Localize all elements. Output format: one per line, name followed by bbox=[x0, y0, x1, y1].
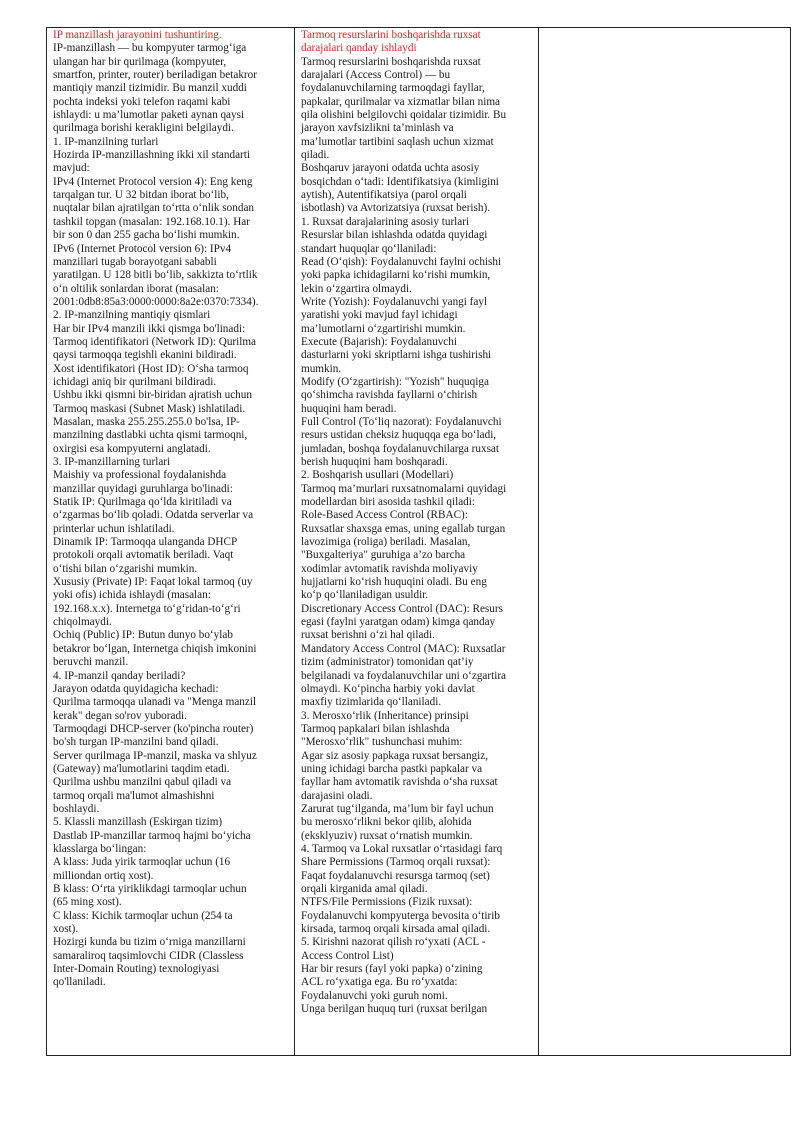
text-line: yoki ofis) ichida ishlaydi (masalan: bbox=[53, 589, 211, 602]
access-control-title-line: darajalari qanday ishlaydi bbox=[301, 42, 417, 55]
text-line: Maishiy va professional foydalanishda bbox=[53, 469, 227, 482]
text-line: Jarayon odatda quyidagicha kechadi: bbox=[53, 682, 219, 695]
text-line: Qurilma tarmoqqa ulanadi va "Menga manzil bbox=[53, 696, 257, 709]
text-line: bo'sh turgan IP-manzilni band qiladi. bbox=[53, 736, 219, 749]
text-line: Access Control List) bbox=[301, 949, 394, 962]
text-line: Foydalanuvchi yoki guruh nomi. bbox=[301, 989, 448, 1002]
text-line: Har bir IPv4 manzili ikki qismga bo'linadi: bbox=[53, 322, 246, 335]
text-line: A klass: Juda yirik tarmoqlar uchun (16 bbox=[53, 856, 231, 869]
text-line: ishlaydi: u ma’lumotlar paketi aynan qaysi bbox=[53, 109, 245, 122]
text-line: bosqichdan o‘tadi: Identifikatsiya (kimligini bbox=[301, 175, 499, 188]
text-line: pochta indeksi yoki telefon raqami kabi bbox=[53, 95, 231, 108]
text-line: tarmoq orqali ma'lumot almashishni bbox=[53, 789, 215, 802]
text-line: lekin o‘zgartira olmaydi. bbox=[301, 282, 412, 295]
text-line: qurilmaga borishi kerakligini belgilaydi. bbox=[53, 122, 234, 135]
text-line: isbotlash) va Avtorizatsiya (ruxsat berish). bbox=[301, 202, 491, 215]
text-line: C klass: Kichik tarmoqlar uchun (254 ta bbox=[53, 909, 233, 922]
ip-addressing-body bbox=[53, 42, 289, 989]
text-line: 4. Tarmoq va Lokal ruxsatlar o‘rtasidagi farq bbox=[301, 842, 503, 855]
access-control-body bbox=[301, 56, 533, 1017]
text-line: chiqolmaydi. bbox=[53, 616, 112, 629]
text-line: maxfiy tizimlarida qo‘llaniladi. bbox=[301, 696, 442, 709]
text-line: oxirgisi esa kompyuterni anglatadi. bbox=[53, 442, 211, 455]
text-line: ichidagi aniq bir qurilmani bildiradi. bbox=[53, 375, 217, 388]
access-control-text bbox=[301, 29, 533, 1016]
text-line: 1. Ruxsat darajalarining asosiy turlari bbox=[301, 215, 470, 228]
text-line: Server qurilmaga IP-manzil, maska va shlyuz bbox=[53, 749, 257, 762]
text-line: papkalar, qurilmalar va xizmatlar bilan nima bbox=[301, 95, 500, 108]
text-line: Xususiy (Private) IP: Faqat lokal tarmoq (uy bbox=[53, 576, 253, 589]
text-line: 3. Merosxo‘rlik (Inheritance) prinsipi bbox=[301, 709, 469, 722]
text-line: bir son 0 dan 255 gacha bo‘lishi mumkin. bbox=[53, 229, 240, 242]
text-line: Unga berilgan huquq turi (ruxsat berilgan bbox=[301, 1003, 488, 1016]
text-line: yaratishi yoki mavjud fayl ichidagi bbox=[301, 309, 458, 322]
text-line: xodimlar avtomatik ravishda moliyaviy bbox=[301, 562, 478, 575]
text-line: ulangan har bir qurilmaga (kompyuter, bbox=[53, 55, 227, 68]
text-line: "Merosxo‘rlik" tushunchasi muhim: bbox=[301, 736, 463, 749]
text-line: lavozimiga (roliga) beriladi. Masalan, bbox=[301, 536, 471, 549]
text-line: nuqtalar bilan ajratilgan to‘rtta o‘nlik sondan bbox=[53, 202, 255, 215]
text-line: Tarmoq identifikatori (Network ID): Qurilma bbox=[53, 335, 257, 348]
text-line: olmaydi. Ko‘pincha harbiy yoki davlat bbox=[301, 682, 475, 695]
text-line: tizim (administrator) tomonidan qat’iy bbox=[301, 656, 474, 669]
document-table bbox=[46, 27, 791, 1056]
text-line: Qurilma ushbu manzilni qabul qiladi va bbox=[53, 776, 232, 789]
text-line: Ushbu ikki qismni bir-biridan ajratish uchun bbox=[53, 389, 252, 402]
text-line: 5. Klassli manzillash (Eskirgan tizim) bbox=[53, 816, 223, 829]
text-line: samaraliroq taqsimlovchi CIDR (Classless bbox=[53, 949, 244, 962]
text-line: 4. IP-manzil qanday beriladi? bbox=[53, 669, 186, 682]
text-line: qila olishini belgilovchi qoidalar tizimidir. Bu bbox=[301, 109, 507, 122]
text-line: Role-Based Access Control (RBAC): bbox=[301, 509, 468, 522]
text-line: Statik IP: Qurilmaga qo‘lda kiritiladi va bbox=[53, 496, 232, 509]
text-line: manzilning dastlabki uchta qismi tarmoqni, bbox=[53, 429, 248, 442]
text-line: 192.168.x.x). Internetga to‘g‘ridan-to‘g‘ri bbox=[53, 602, 241, 615]
text-line: darajalari (Access Control) — bu bbox=[301, 69, 451, 82]
text-line: standart huquqlar qo‘llaniladi: bbox=[301, 242, 437, 255]
access-control-title-line: Tarmoq resurslarini boshqarishda ruxsat bbox=[301, 29, 481, 41]
text-line: Write (Yozish): Foydalanuvchi yangi fayl bbox=[301, 295, 488, 308]
text-line: Dastlab IP-manzillar tarmoq hajmi bo‘yicha bbox=[53, 829, 251, 842]
text-line: qaysi tarmoqqa tegishli ekanini bildiradi. bbox=[53, 349, 237, 362]
text-line: mumkin. bbox=[301, 362, 342, 375]
text-line: Execute (Bajarish): Foydalanuvchi bbox=[301, 335, 457, 348]
text-line: 2. Boshqarish usullari (Modellari) bbox=[301, 469, 454, 482]
text-line: (eksklyuziv) ruxsat o‘rnatish mumkin. bbox=[301, 829, 473, 842]
text-line: 1. IP-manzilning turlari bbox=[53, 135, 159, 148]
text-line: printerlar uchun ishlatiladi. bbox=[53, 522, 175, 535]
text-line: Tarmoq maskasi (Subnet Mask) ishlatiladi. bbox=[53, 402, 246, 415]
ip-addressing-text bbox=[53, 29, 289, 990]
text-line: Ruxsatlar shaxsga emas, uning egallab turgan bbox=[301, 522, 506, 535]
text-line: ma’lumotlarni o‘zgartirishi mumkin. bbox=[301, 322, 466, 335]
text-line: NTFS/File Permissions (Fizik ruxsat): bbox=[301, 896, 473, 909]
text-line: manzillari tugab borayotgani sababli bbox=[53, 255, 217, 268]
text-line: Ochiq (Public) IP: Butun dunyo bo‘ylab bbox=[53, 629, 233, 642]
text-line: Xost identifikatori (Host ID): O‘sha tarmoq bbox=[53, 362, 249, 375]
text-line: o‘zgarmas bo‘lib qoladi. Odatda serverlar va bbox=[53, 509, 254, 522]
text-line: Tarmoqdagi DHCP-server (ko'pincha router) bbox=[53, 722, 254, 735]
text-line: smartfon, printer, router) beriladigan betakror bbox=[53, 69, 257, 82]
text-line: ma’lumotlar tartibini saqlash uchun xizmat bbox=[301, 135, 494, 148]
text-line: qo'llaniladi. bbox=[53, 976, 106, 989]
text-line: yoki papka ichidagilarni ko‘rishi mumkin, bbox=[301, 269, 491, 282]
text-line: modellardan biri asosida tashkil qiladi: bbox=[301, 496, 475, 509]
text-line: hujjatlarni ko‘rish huquqini oladi. Bu eng bbox=[301, 576, 487, 589]
text-line: Boshqaruv jarayoni odatda uchta asosiy bbox=[301, 162, 480, 175]
text-line: kerak" degan so'rov yuboradi. bbox=[53, 709, 187, 722]
text-line: mavjud: bbox=[53, 162, 90, 175]
text-line: berish huquqini ham boshqaradi. bbox=[301, 456, 448, 468]
text-line: Faqat foydalanuvchi resursga tarmoq (set) bbox=[301, 869, 490, 882]
text-line: betakror bo‘lgan, Internetga chiqish imkonini bbox=[53, 642, 257, 655]
text-line: Hozirgi kunda bu tizim o‘rniga manzillarni bbox=[53, 936, 246, 949]
text-line: qiladi. bbox=[301, 149, 330, 162]
text-line: IPv4 (Internet Protocol version 4): Eng keng bbox=[53, 175, 253, 188]
text-line: orqali kirganida amal qiladi. bbox=[301, 883, 428, 895]
text-line: ruxsat berishni o‘zi hal qiladi. bbox=[301, 629, 435, 642]
text-line: resurs ustidan cheksiz huquqqa ega bo‘ladi, bbox=[301, 429, 497, 442]
text-line: klasslarga bo‘lingan: bbox=[53, 842, 147, 855]
table-row bbox=[47, 28, 791, 1056]
text-line: huquqini ham beradi. bbox=[301, 402, 397, 415]
text-line: Inter-Domain Routing) texnologiyasi bbox=[53, 963, 220, 976]
text-line: bu merosxo‘rlikni bekor qilib, alohida bbox=[301, 816, 472, 829]
text-line: 2001:0db8:85a3:0000:0000:8a2e:0370:7334). bbox=[53, 295, 259, 308]
ip-addressing-title: IP manzillash jarayonini tushuntiring. bbox=[53, 29, 222, 41]
text-line: egasi (faylni yaratgan odam) kimga qanday bbox=[301, 616, 496, 629]
text-line: Discretionary Access Control (DAC): Resurs bbox=[301, 602, 503, 615]
text-line: Mandatory Access Control (MAC): Ruxsatlar bbox=[301, 642, 506, 655]
text-line: qo‘shimcha ravishda fayllarni o‘chirish bbox=[301, 389, 478, 402]
text-line: o‘tishi bilan o‘zgarishi mumkin. bbox=[53, 562, 198, 575]
cell-access-control bbox=[295, 28, 539, 1056]
text-line: Har bir resurs (fayl yoki papka) o‘zining bbox=[301, 963, 483, 976]
text-line: Resurslar bilan ishlashda odatda quyidagi bbox=[301, 229, 488, 242]
text-line: Read (O‘qish): Foydalanuvchi faylni ochishi bbox=[301, 255, 502, 268]
text-line: uning ichidagi barcha pastki papkalar va bbox=[301, 762, 483, 775]
text-line: B klass: O‘rta yiriklikdagi tarmoqlar uchun bbox=[53, 883, 247, 895]
text-line: Tarmoq papkalari bilan ishlashda bbox=[301, 722, 450, 735]
text-line: fayllar ham avtomatik ravishda o‘sha ruxsat bbox=[301, 776, 498, 789]
text-line: Tarmoq ma’murlari ruxsatnomalarni quyidagi bbox=[301, 482, 507, 495]
text-line: "Buxgalteriya" guruhiga a’zo barcha bbox=[301, 549, 466, 562]
text-line: Agar siz asosiy papkaga ruxsat bersangiz, bbox=[301, 749, 489, 762]
cell-empty bbox=[539, 28, 791, 1056]
text-line: boshlaydi. bbox=[53, 802, 100, 815]
text-line: jumladan, boshqa foydalanuvchilarga ruxsat bbox=[301, 442, 500, 455]
text-line: 3. IP-manzillarning turlari bbox=[53, 456, 171, 468]
text-line: (Gateway) ma'lumotlarini taqdim etadi. bbox=[53, 762, 230, 775]
text-line: mantiqiy manzil tizimidir. Bu manzil xuddi bbox=[53, 82, 247, 95]
cell-ip-addressing bbox=[47, 28, 295, 1056]
text-line: tarqalgan tur. U 32 bitdan iborat bo‘lib, bbox=[53, 189, 229, 202]
text-line: Tarmoq resurslarini boshqarishda ruxsat bbox=[301, 55, 481, 68]
text-line: Modify (O‘zgartirish): "Yozish" huquqiga bbox=[301, 375, 489, 388]
text-line: manzillar quyidagi guruhlarga bo'linadi: bbox=[53, 482, 233, 495]
text-line: foydalanuvchilarning tarmoqdagi fayllar, bbox=[301, 82, 485, 95]
text-line: xost). bbox=[53, 923, 79, 936]
text-line: beruvchi manzil. bbox=[53, 656, 129, 669]
text-line: Foydalanuvchi kompyuterga bevosita o‘tirib bbox=[301, 909, 500, 922]
text-line: Full Control (To‘liq nazorat): Foydalanuvchi bbox=[301, 415, 502, 428]
text-line: kirsada, tarmoq orqali kirsada amal qiladi. bbox=[301, 923, 491, 936]
text-line: tashkil topgan (masalan: 192.168.10.1). Har bbox=[53, 215, 250, 228]
text-line: 5. Kirishni nazorat qilish ro‘yxati (ACL - bbox=[301, 936, 486, 949]
text-line: IPv6 (Internet Protocol version 6): IPv4 bbox=[53, 242, 232, 255]
text-line: Dinamik IP: Tarmoqqa ulanganda DHCP bbox=[53, 536, 238, 549]
text-line: jarayon xavfsizlikni ta’minlash va bbox=[301, 122, 454, 135]
text-line: dasturlarni yoki skriptlarni ishga tushirishi bbox=[301, 349, 492, 362]
text-line: ACL ro‘yxatiga ega. Bu ro‘yxatda: bbox=[301, 976, 458, 989]
text-line: o‘n oltilik sonlardan iborat (masalan: bbox=[53, 282, 219, 295]
text-line: aytish), Autentifikatsiya (parol orqali bbox=[301, 189, 467, 202]
text-line: Hozirda IP-manzillashning ikki xil standarti bbox=[53, 149, 250, 162]
text-line: IP-manzillash — bu kompyuter tarmog‘iga bbox=[53, 42, 247, 55]
text-line: yaratilgan. U 128 bitli bo‘lib, sakkizta to‘rtlik bbox=[53, 269, 258, 282]
text-line: belgilanadi va foydalanuvchilar uni o‘zgartira bbox=[301, 669, 507, 682]
text-line: 2. IP-manzilning mantiqiy qismlari bbox=[53, 309, 211, 322]
text-line: milliondan ortiq xost). bbox=[53, 869, 154, 882]
text-line: Zarurat tug‘ilganda, ma’lum bir fayl uchun bbox=[301, 802, 494, 815]
text-line: protokoli orqali avtomatik beriladi. Vaqt bbox=[53, 549, 234, 562]
text-line: (65 ming xost). bbox=[53, 896, 122, 909]
text-line: Share Permissions (Tarmoq orqali ruxsat): bbox=[301, 856, 491, 869]
text-line: darajasini oladi. bbox=[301, 789, 373, 802]
text-line: ko‘p qo‘llaniladigan usuldir. bbox=[301, 589, 429, 602]
text-line: Masalan, maska 255.255.255.0 bo'lsa, IP- bbox=[53, 415, 240, 428]
